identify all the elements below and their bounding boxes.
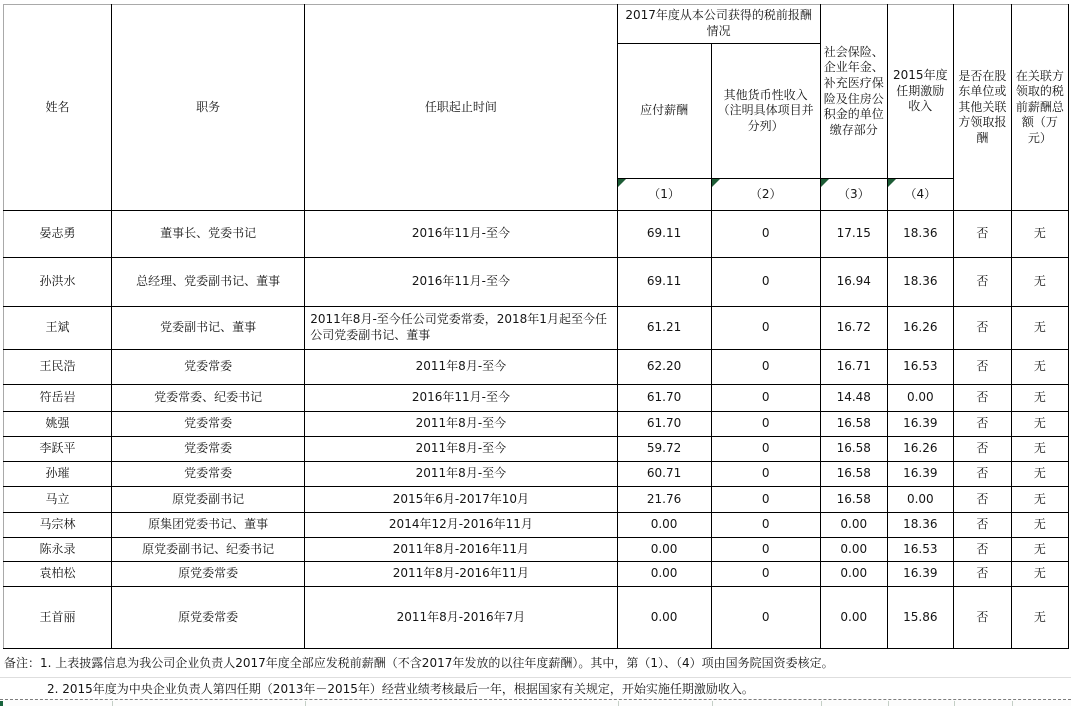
header-num-3	[820, 179, 887, 211]
cell-name: 孙洪水	[4, 258, 112, 307]
cell-related-total: 无	[1011, 258, 1068, 307]
footnotes	[0, 648, 1071, 706]
cell-pay-elsewhere: 否	[953, 587, 1011, 649]
cell-name: 马宗林	[4, 513, 112, 538]
header-num-4	[887, 179, 953, 211]
cell-term: 2014年12月-2016年11月	[305, 513, 617, 538]
cell-name: 符岳岩	[4, 385, 112, 412]
table-row	[4, 462, 1069, 487]
num-label: （4）	[904, 186, 937, 201]
cell-social-insurance: 0.00	[820, 562, 887, 587]
cell-position: 原集团党委书记、董事	[112, 513, 305, 538]
header-incentive-2015: 2015年度任期激励收入	[887, 5, 953, 179]
cell-related-total: 无	[1011, 487, 1068, 513]
cell-position: 党委常委	[112, 350, 305, 385]
cell-position: 董事长、党委书记	[112, 211, 305, 258]
cell-related-total: 无	[1011, 211, 1068, 258]
cell-salary: 0.00	[617, 513, 711, 538]
cell-related-total: 无	[1011, 562, 1068, 587]
cell-incentive: 16.39	[887, 462, 953, 487]
cell-incentive: 16.53	[887, 538, 953, 562]
cell-position: 原党委常委	[112, 587, 305, 649]
cell-pay-elsewhere: 否	[953, 513, 1011, 538]
cell-incentive: 16.26	[887, 307, 953, 350]
cell-salary: 61.21	[617, 307, 711, 350]
corner-mark-icon	[0, 701, 3, 706]
cell-flag-triangle-icon	[821, 179, 829, 187]
header-group-2017: 2017年度从本公司获得的税前报酬情况	[617, 5, 820, 44]
table-body	[4, 211, 1069, 649]
cell-social-insurance: 17.15	[820, 211, 887, 258]
cell-related-total: 无	[1011, 513, 1068, 538]
cell-related-total: 无	[1011, 538, 1068, 562]
cell-social-insurance: 0.00	[820, 538, 887, 562]
header-other-income: 其他货币性收入（注明具体项目并分列）	[711, 44, 820, 179]
table-row	[4, 587, 1069, 649]
cell-salary: 59.72	[617, 437, 711, 462]
cell-other-income: 0	[711, 385, 820, 412]
gridline	[305, 701, 306, 706]
cell-name: 马立	[4, 487, 112, 513]
cell-related-total: 无	[1011, 350, 1068, 385]
header-pay-elsewhere: 是否在股东单位或其他关联方领取报酬	[953, 5, 1011, 211]
cell-pay-elsewhere: 否	[953, 538, 1011, 562]
cell-other-income: 0	[711, 350, 820, 385]
cell-social-insurance: 16.58	[820, 412, 887, 437]
cell-other-income: 0	[711, 487, 820, 513]
cell-salary: 69.11	[617, 211, 711, 258]
cell-name: 袁柏松	[4, 562, 112, 587]
cell-name: 王斌	[4, 307, 112, 350]
cell-salary: 62.20	[617, 350, 711, 385]
table-row	[4, 258, 1069, 307]
cell-salary: 21.76	[617, 487, 711, 513]
footnote-1: 备注：1. 上表披露信息为我公司企业负责人2017年度全部应发税前薪酬（不含2017年发放的以往年度薪酬）。其中，第（1）、（4）项由国务院国资委核定。	[0, 648, 1071, 678]
num-label: （3）	[837, 186, 870, 201]
cell-position: 党委副书记、董事	[112, 307, 305, 350]
cell-salary: 69.11	[617, 258, 711, 307]
cell-position: 党委常委	[112, 462, 305, 487]
cell-term: 2011年8月-至今	[305, 350, 617, 385]
cell-other-income: 0	[711, 562, 820, 587]
cell-name: 王民浩	[4, 350, 112, 385]
cell-social-insurance: 16.71	[820, 350, 887, 385]
gridline	[712, 701, 713, 706]
table-row	[4, 307, 1069, 350]
next-row-strip	[0, 700, 1071, 706]
table-header	[4, 5, 1069, 211]
cell-other-income: 0	[711, 307, 820, 350]
cell-position: 党委常委、纪委书记	[112, 385, 305, 412]
cell-social-insurance: 16.58	[820, 487, 887, 513]
cell-incentive: 16.39	[887, 562, 953, 587]
gridline	[888, 701, 889, 706]
table-row	[4, 385, 1069, 412]
num-label: （1）	[648, 186, 680, 201]
cell-flag-triangle-icon	[888, 179, 896, 187]
header-term: 任职起止时间	[305, 5, 617, 211]
cell-term: 2016年11月-至今	[305, 385, 617, 412]
cell-incentive: 16.53	[887, 350, 953, 385]
cell-term: 2015年6月-2017年10月	[305, 487, 617, 513]
cell-position: 原党委副书记	[112, 487, 305, 513]
cell-social-insurance: 14.48	[820, 385, 887, 412]
table-row	[4, 562, 1069, 587]
cell-other-income: 0	[711, 538, 820, 562]
cell-position: 总经理、党委副书记、董事	[112, 258, 305, 307]
cell-term: 2016年11月-至今	[305, 258, 617, 307]
cell-other-income: 0	[711, 462, 820, 487]
cell-social-insurance: 16.58	[820, 462, 887, 487]
table-row	[4, 513, 1069, 538]
cell-related-total: 无	[1011, 385, 1068, 412]
cell-term: 2011年8月-至今	[305, 412, 617, 437]
table-row	[4, 538, 1069, 562]
header-name: 姓名	[4, 5, 112, 211]
cell-term: 2016年11月-至今	[305, 211, 617, 258]
gridline	[112, 701, 113, 706]
gridline	[618, 701, 619, 706]
cell-related-total: 无	[1011, 437, 1068, 462]
cell-salary: 0.00	[617, 562, 711, 587]
cell-name: 李跃平	[4, 437, 112, 462]
cell-incentive: 0.00	[887, 385, 953, 412]
gridline	[954, 701, 955, 706]
cell-name: 姚强	[4, 412, 112, 437]
cell-incentive: 16.26	[887, 437, 953, 462]
header-salary: 应付薪酬	[617, 44, 711, 179]
cell-pay-elsewhere: 否	[953, 258, 1011, 307]
cell-related-total: 无	[1011, 587, 1068, 649]
cell-pay-elsewhere: 否	[953, 350, 1011, 385]
gridline	[821, 701, 822, 706]
header-num-1	[617, 179, 711, 211]
cell-term: 2011年8月-2016年7月	[305, 587, 617, 649]
footnote-2: 2. 2015年度为中央企业负责人第四任期（2013年－2015年）经营业绩考核最后一年，根据国家有关规定，开始实施任期激励收入。	[47, 682, 754, 696]
cell-other-income: 0	[711, 211, 820, 258]
cell-position: 原党委常委	[112, 562, 305, 587]
cell-pay-elsewhere: 否	[953, 307, 1011, 350]
cell-incentive: 18.36	[887, 258, 953, 307]
table-row	[4, 487, 1069, 513]
cell-salary: 60.71	[617, 462, 711, 487]
cell-name: 孙璀	[4, 462, 112, 487]
cell-incentive: 0.00	[887, 487, 953, 513]
cell-flag-triangle-icon	[618, 179, 626, 187]
cell-related-total: 无	[1011, 462, 1068, 487]
table-row	[4, 437, 1069, 462]
header-related-total: 在关联方领取的税前薪酬总额（万元）	[1011, 5, 1068, 211]
cell-incentive: 15.86	[887, 587, 953, 649]
cell-social-insurance: 0.00	[820, 513, 887, 538]
cell-related-total: 无	[1011, 412, 1068, 437]
table-row	[4, 350, 1069, 385]
cell-name: 晏志勇	[4, 211, 112, 258]
cell-position: 党委常委	[112, 437, 305, 462]
cell-flag-triangle-icon	[712, 179, 720, 187]
cell-other-income: 0	[711, 412, 820, 437]
header-social-insurance: 社会保险、企业年金、补充医疗保险及住房公积金的单位缴存部分	[820, 5, 887, 179]
cell-social-insurance: 0.00	[820, 587, 887, 649]
header-num-2	[711, 179, 820, 211]
cell-related-total: 无	[1011, 307, 1068, 350]
cell-pay-elsewhere: 否	[953, 211, 1011, 258]
cell-other-income: 0	[711, 258, 820, 307]
cell-position: 原党委副书记、纪委书记	[112, 538, 305, 562]
cell-social-insurance: 16.72	[820, 307, 887, 350]
cell-term: 2011年8月-2016年11月	[305, 538, 617, 562]
cell-salary: 0.00	[617, 538, 711, 562]
cell-pay-elsewhere: 否	[953, 437, 1011, 462]
header-position: 职务	[112, 5, 305, 211]
cell-salary: 0.00	[617, 587, 711, 649]
cell-pay-elsewhere: 否	[953, 412, 1011, 437]
cell-other-income: 0	[711, 513, 820, 538]
cell-social-insurance: 16.94	[820, 258, 887, 307]
cell-incentive: 18.36	[887, 211, 953, 258]
table-row	[4, 211, 1069, 258]
cell-name: 王首丽	[4, 587, 112, 649]
cell-term: 2011年8月-至今	[305, 437, 617, 462]
cell-term: 2011年8月-至今任公司党委常委，2018年1月起至今任公司党委副书记、董事	[305, 307, 617, 350]
cell-pay-elsewhere: 否	[953, 562, 1011, 587]
cell-salary: 61.70	[617, 385, 711, 412]
table-row	[4, 412, 1069, 437]
cell-pay-elsewhere: 否	[953, 487, 1011, 513]
num-label: （2）	[749, 186, 782, 201]
compensation-table	[3, 4, 1069, 649]
cell-position: 党委常委	[112, 412, 305, 437]
cell-other-income: 0	[711, 437, 820, 462]
cell-pay-elsewhere: 否	[953, 385, 1011, 412]
cell-incentive: 16.39	[887, 412, 953, 437]
cell-name: 陈永录	[4, 538, 112, 562]
cell-incentive: 18.36	[887, 513, 953, 538]
cell-other-income: 0	[711, 587, 820, 649]
header-row-top	[4, 5, 1069, 44]
cell-salary: 61.70	[617, 412, 711, 437]
cell-term: 2011年8月-2016年11月	[305, 562, 617, 587]
gridline	[1012, 701, 1013, 706]
cell-term: 2011年8月-至今	[305, 462, 617, 487]
cell-social-insurance: 16.58	[820, 437, 887, 462]
cell-pay-elsewhere: 否	[953, 462, 1011, 487]
